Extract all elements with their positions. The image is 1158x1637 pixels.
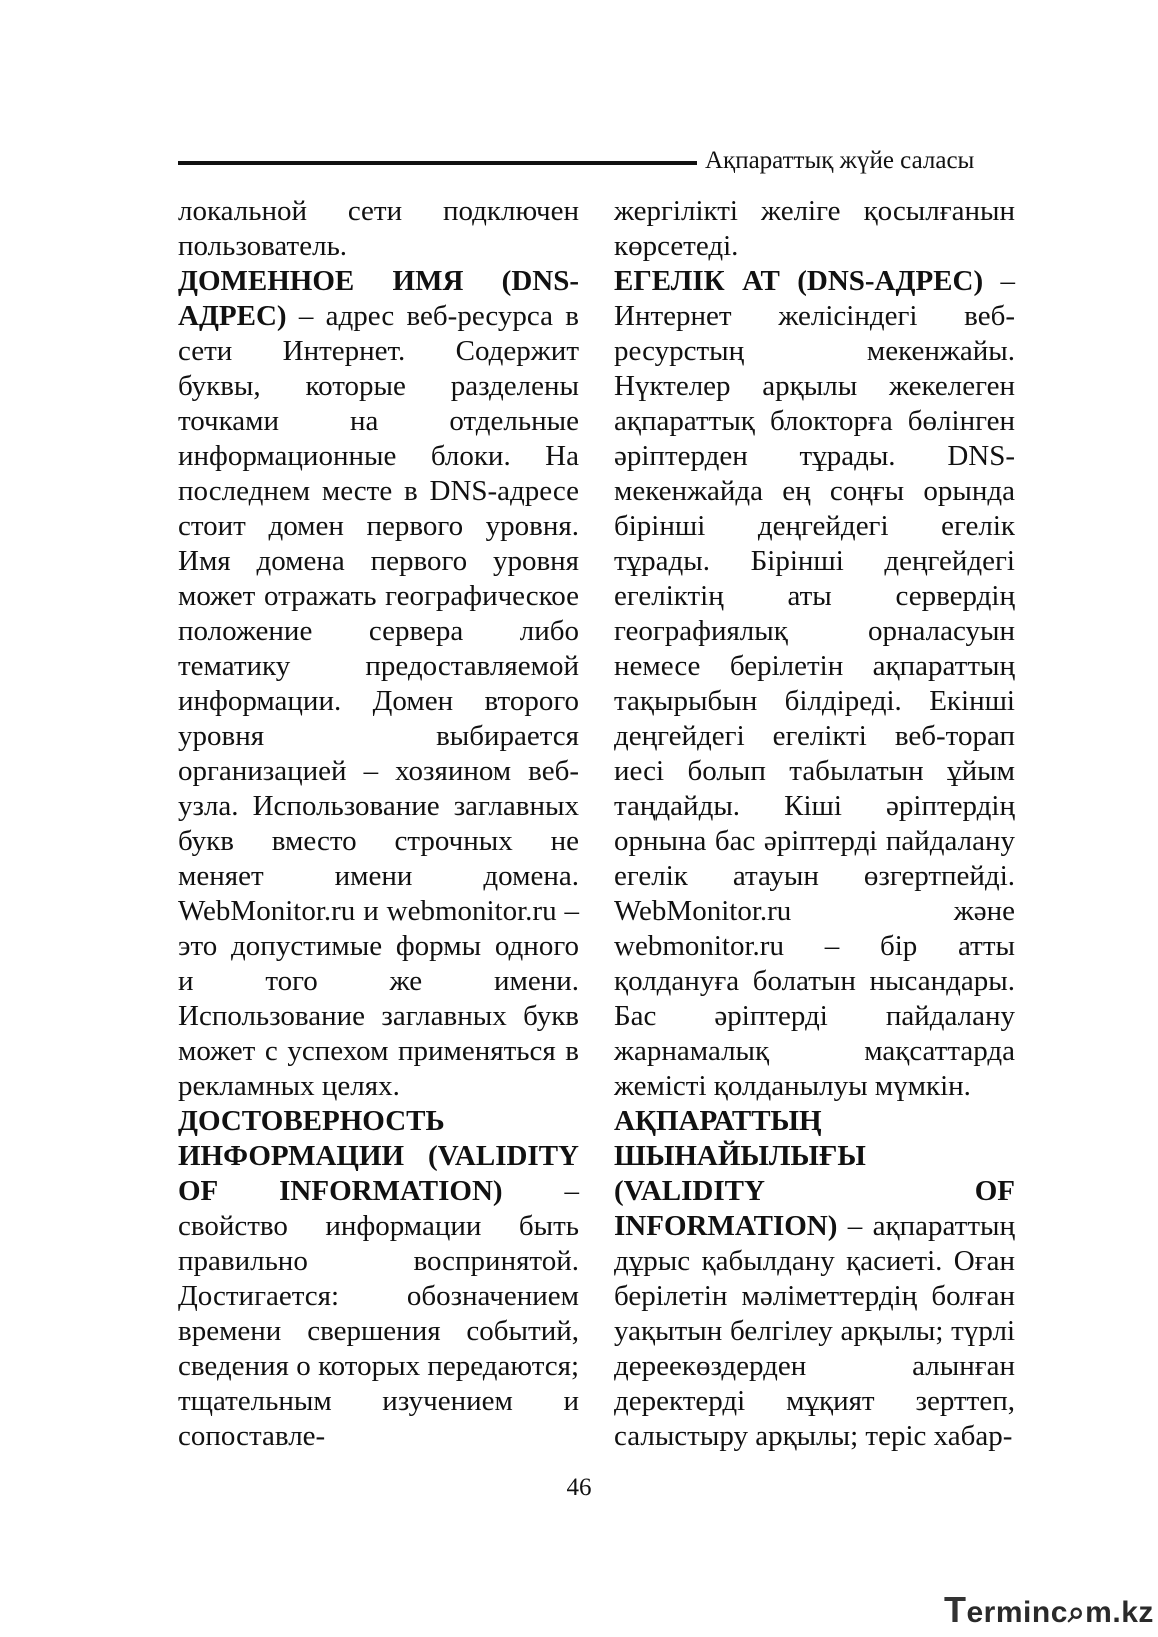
- kz-term-validity: АҚПАРАТТЫҢ ШЫНАЙЫЛЫҒЫ (VALIDITY OF INFORMATION): [614, 1105, 1015, 1242]
- kz-definition-dns: – Интернет желісіндегі веб-ресурстың мекенжайы. Нүктелер арқылы жекелеген ақпараттық блокторға бөлінген әріптерден тұрады. DNS-мекенжайда ең соңғы орында бірінші деңгейдегі егелік тұрады. Бірінші деңгейдегі егеліктің аты сервердің географиялық орналасуын немесе берілетін ақпараттың тақырыбын білдіреді. Екінші деңгейдегі егелікті веб-торап иесі болып табылатын ұйым таңдайды. Кіші әріптердің орнына бас әріптерді пайдалану егелік атауын өзгертпейді. WebMonitor.ru және webmonitor.ru – бір атты қолдануға болатын нысандары. Бас әріптерді пайдалану жарнамалық мақсаттарда жемісті қолданылуы мүмкін.: [614, 265, 1016, 1102]
- header-rule: [178, 161, 697, 165]
- logo-text: erminc⌕m.kz: [966, 1596, 1154, 1629]
- kz-entry-validity: [614, 1104, 1015, 1454]
- russian-column: [178, 194, 579, 1454]
- kz-definition-validity: – ақпараттың дұрыс қабылдану қасиеті. Оған берілетін мәліметтердің болған уақытын белгілеу арқылы; түрлі дереекөздерден алынған деректерді мұқият зерттеп, салыстыру арқылы; теріс хабар-: [614, 1210, 1015, 1452]
- ru-term-validity: ДОСТОВЕРНОСТЬ ИНФОРМАЦИИ (VALIDITY OF INFORMATION): [178, 1105, 579, 1207]
- kz-entry-dns: [614, 264, 1015, 1104]
- kazakh-column: [614, 194, 1015, 1454]
- page-number: 46: [566, 1474, 592, 1501]
- ru-intro: локальной сети подключен пользователь.: [178, 195, 579, 262]
- kz-term-dns: ЕГЕЛІК АТ (DNS-АДРЕС): [614, 265, 984, 297]
- ru-term-dns: ДОМЕННОЕ ИМЯ (DNS-АДРЕС): [178, 265, 579, 332]
- ru-entry-dns: [178, 264, 579, 1104]
- ru-entry-validity: [178, 1104, 579, 1454]
- termincom-logo: [944, 1590, 1158, 1634]
- ru-definition-validity: – свойство информации быть правильно воспринятой. Достигается: обозначением времени свершения событий, сведения о которых передаются; тщательным изучением и сопоставле-: [178, 1175, 579, 1452]
- running-head: Ақпараттық жүйе саласы: [705, 147, 975, 174]
- ru-definition-dns: – адрес веб-ресурса в сети Интернет. Содержит буквы, которые разделены точками на отдельные информационные блоки. На последнем месте в DNS-адресе стоит домен первого уровня. Имя домена первого уровня может отражать географическое положение сервера либо тематику предоставляемой информации. Домен второго уровня выбирается организацией – хозяином веб-узла. Использование заглавных букв вместо строчных не меняет имени домена. WebMonitor.ru и webmonitor.ru – это допустимые формы одного и того же имени. Использование заглавных букв может с успехом применяться в рекламных целях.: [178, 300, 579, 1102]
- kz-intro: жергілікті желіге қосылғанын көрсетеді.: [614, 195, 1015, 262]
- logo-t: T: [944, 1589, 967, 1630]
